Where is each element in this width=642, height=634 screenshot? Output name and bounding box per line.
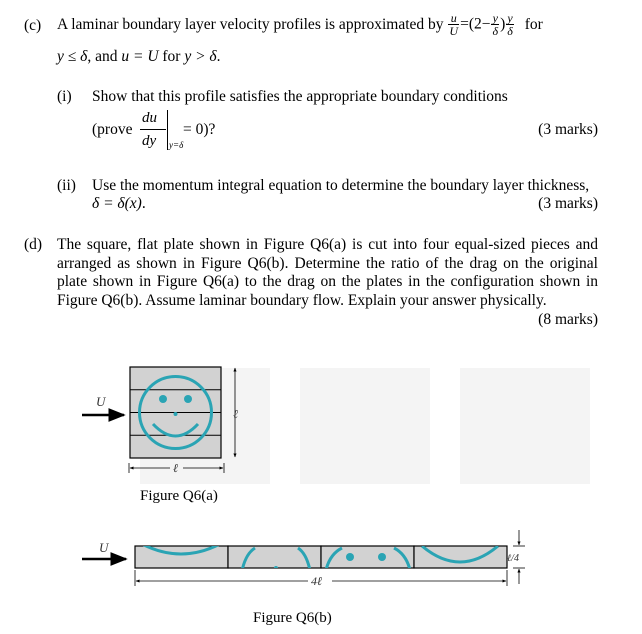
part-d-text: The square, flat plate shown in Figure Q6(a) is cut into four equal-sized pieces and arranged as shown in Figure Q6(b). Determine the ratio of the drag on the original plate shown in Figure Q6(a) to the drag on the plates in the configuration shown in Figure Q6(b). Assume laminar boundary flow. Explain your answer physically.	[57, 236, 598, 309]
formula-eq: =	[460, 15, 469, 33]
sub-ii-label: (ii)	[57, 177, 76, 194]
formula-y-over-delta-2: $\frac{y}{\delta}$	[507, 11, 513, 38]
deriv-bar	[140, 129, 166, 130]
flow-label-b: U	[99, 540, 109, 555]
cond-y-gt-delta: y > δ	[184, 48, 217, 65]
caption-q6a: Figure Q6(a)	[140, 488, 218, 504]
strip-1	[135, 546, 228, 568]
caption-q6b: Figure Q6(b)	[253, 610, 332, 626]
height-label-b: ℓ/4	[507, 553, 519, 564]
eye-left	[159, 395, 167, 403]
length-label-b: 4ℓ	[311, 574, 322, 588]
part-c-line2	[57, 48, 221, 66]
part-c-line1	[57, 12, 543, 37]
eye-right	[184, 395, 192, 403]
part-c-line1-end: for	[524, 15, 543, 33]
sub-ii-line1: Use the momentum integral equation to determine the boundary layer thickness,	[92, 177, 590, 194]
nose-dot	[174, 412, 178, 416]
text-for: for	[158, 48, 185, 65]
sub-i-prove-open: (prove	[92, 121, 133, 138]
deriv-eval-sub: y=δ	[169, 140, 184, 150]
side-label-a: ℓ	[233, 407, 238, 421]
flow-label-a: U	[96, 394, 106, 409]
formula-open: (2−	[468, 15, 491, 33]
strip-3	[321, 546, 414, 568]
delta-period: .	[141, 195, 146, 212]
formula-close: )	[500, 15, 506, 33]
sub-ii-marks: (3 marks)	[538, 195, 598, 212]
deriv-eval-bar	[167, 110, 168, 150]
dim-bottom-a	[128, 460, 228, 476]
part-d-marks: (8 marks)	[538, 311, 598, 328]
sub-i-marks: (3 marks)	[538, 121, 598, 138]
sub-ii-line2	[92, 195, 146, 213]
cond-u-eq-U: u = U	[121, 48, 159, 65]
bottom-label-a: ℓ	[173, 461, 178, 475]
text-and: , and	[87, 48, 122, 65]
deriv-dy: dy	[142, 133, 157, 149]
sub-i-prove-close: = 0)?	[183, 121, 216, 138]
part-c-label: (c)	[24, 17, 42, 34]
part-d-label: (d)	[24, 236, 43, 253]
sub-i-label: (i)	[57, 88, 72, 105]
strip-plates-b	[135, 546, 507, 568]
sub-i-line1: Show that this profile satisfies the appropriate boundary conditions	[92, 88, 508, 105]
part-c-line1-text: A laminar boundary layer velocity profiles is approximated by	[57, 15, 444, 33]
figure-q6b	[80, 526, 620, 596]
formula-u-over-U: $\frac{u}{U}$	[449, 11, 459, 38]
delta-of-x: δ = δ(x)	[92, 195, 142, 212]
formula-y-over-delta-1: $\frac{y}{\delta}$	[492, 11, 499, 38]
figure-panel-right	[460, 368, 590, 484]
deriv-du: du	[142, 110, 157, 126]
text-period: .	[216, 48, 221, 65]
cond-y-le-delta: y ≤ δ	[57, 48, 88, 65]
figure-panel-middle	[300, 368, 430, 484]
